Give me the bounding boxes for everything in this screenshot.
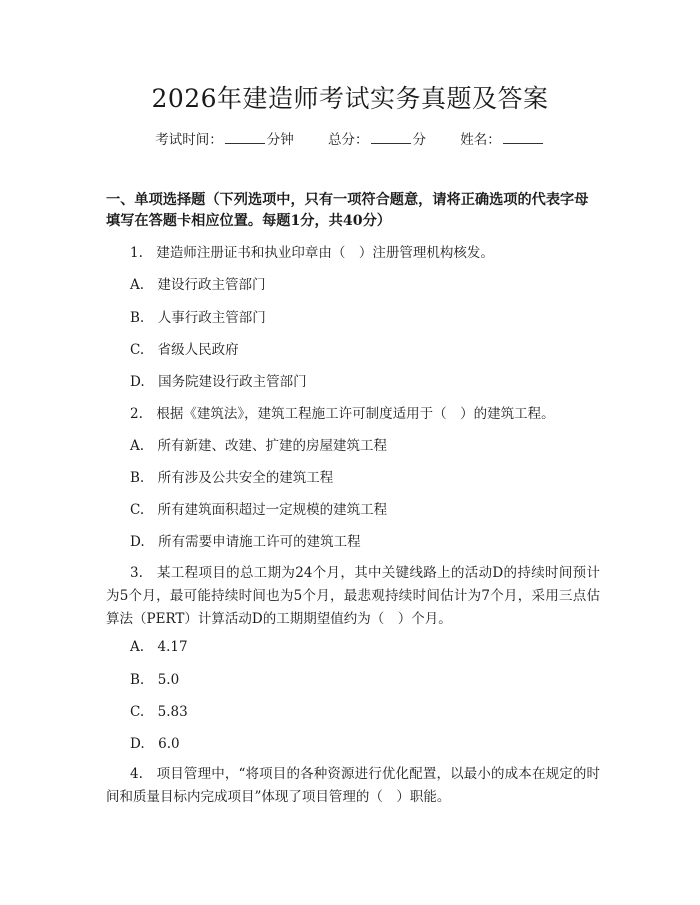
total-score-blank[interactable] — [371, 130, 411, 144]
question-3-option-d: D. 6.0 — [130, 736, 180, 752]
question-4-text: 4. 项目管理中，“将项目的各种资源进行优化配置，以最小的成本在规定的时间和质量目标内完成项目”体现了项目管理的（ ）职能。 — [106, 766, 600, 805]
question-3-option-a: A. 4.17 — [130, 639, 188, 655]
total-score-field — [328, 130, 426, 150]
total-score-label: 总分： — [328, 132, 369, 148]
question-1-option-c: C. 省级人民政府 — [130, 342, 239, 358]
name-blank[interactable] — [503, 130, 543, 144]
question-2-option-a: A. 所有新建、改建、扩建的房屋建筑工程 — [130, 438, 388, 454]
question-1-option-d: D. 国务院建设行政主管部门 — [130, 374, 307, 390]
name-field — [460, 130, 545, 150]
section-heading: 一、单项选择题（下列选项中，只有一项符合题意，请将正确选项的代表字母填写在答题卡相应位置。每题1分，共40分） — [106, 192, 589, 229]
question-2-option-d: D. 所有需要申请施工许可的建筑工程 — [130, 534, 361, 550]
question-1-option-b: B. 人事行政主管部门 — [130, 310, 266, 326]
document-title: 2026年建造师考试实务真题及答案 — [151, 84, 549, 113]
question-1-text: 1. 建造师注册证书和执业印章由（ ）注册管理机构核发。 — [130, 245, 494, 261]
question-3-text: 3. 某工程项目的总工期为24个月，其中关键线路上的活动D的持续时间预计为5个月，最可能持续时间也为5个月，最悲观持续时间估计为7个月，采用三点估算法（PERT）计算活动D的工期期望值约为（ ）个月。 — [106, 565, 600, 627]
question-3-option-b: B. 5.0 — [130, 672, 180, 688]
question-2-option-c: C. 所有建筑面积超过一定规模的建筑工程 — [130, 502, 388, 518]
exam-info-row — [0, 130, 700, 150]
question-2-option-b: B. 所有涉及公共安全的建筑工程 — [130, 470, 334, 486]
name-label: 姓名： — [460, 132, 501, 148]
exam-time-field — [155, 130, 294, 150]
total-score-unit: 分 — [412, 132, 426, 148]
exam-time-unit: 分钟 — [266, 132, 294, 148]
question-3-option-c: C. 5.83 — [130, 704, 188, 720]
exam-time-label: 考试时间： — [155, 132, 223, 148]
exam-time-blank[interactable] — [225, 130, 265, 144]
question-2-text: 2. 根据《建筑法》，建筑工程施工许可制度适用于（ ）的建筑工程。 — [130, 406, 555, 422]
question-1-option-a: A. 建设行政主管部门 — [130, 277, 266, 293]
